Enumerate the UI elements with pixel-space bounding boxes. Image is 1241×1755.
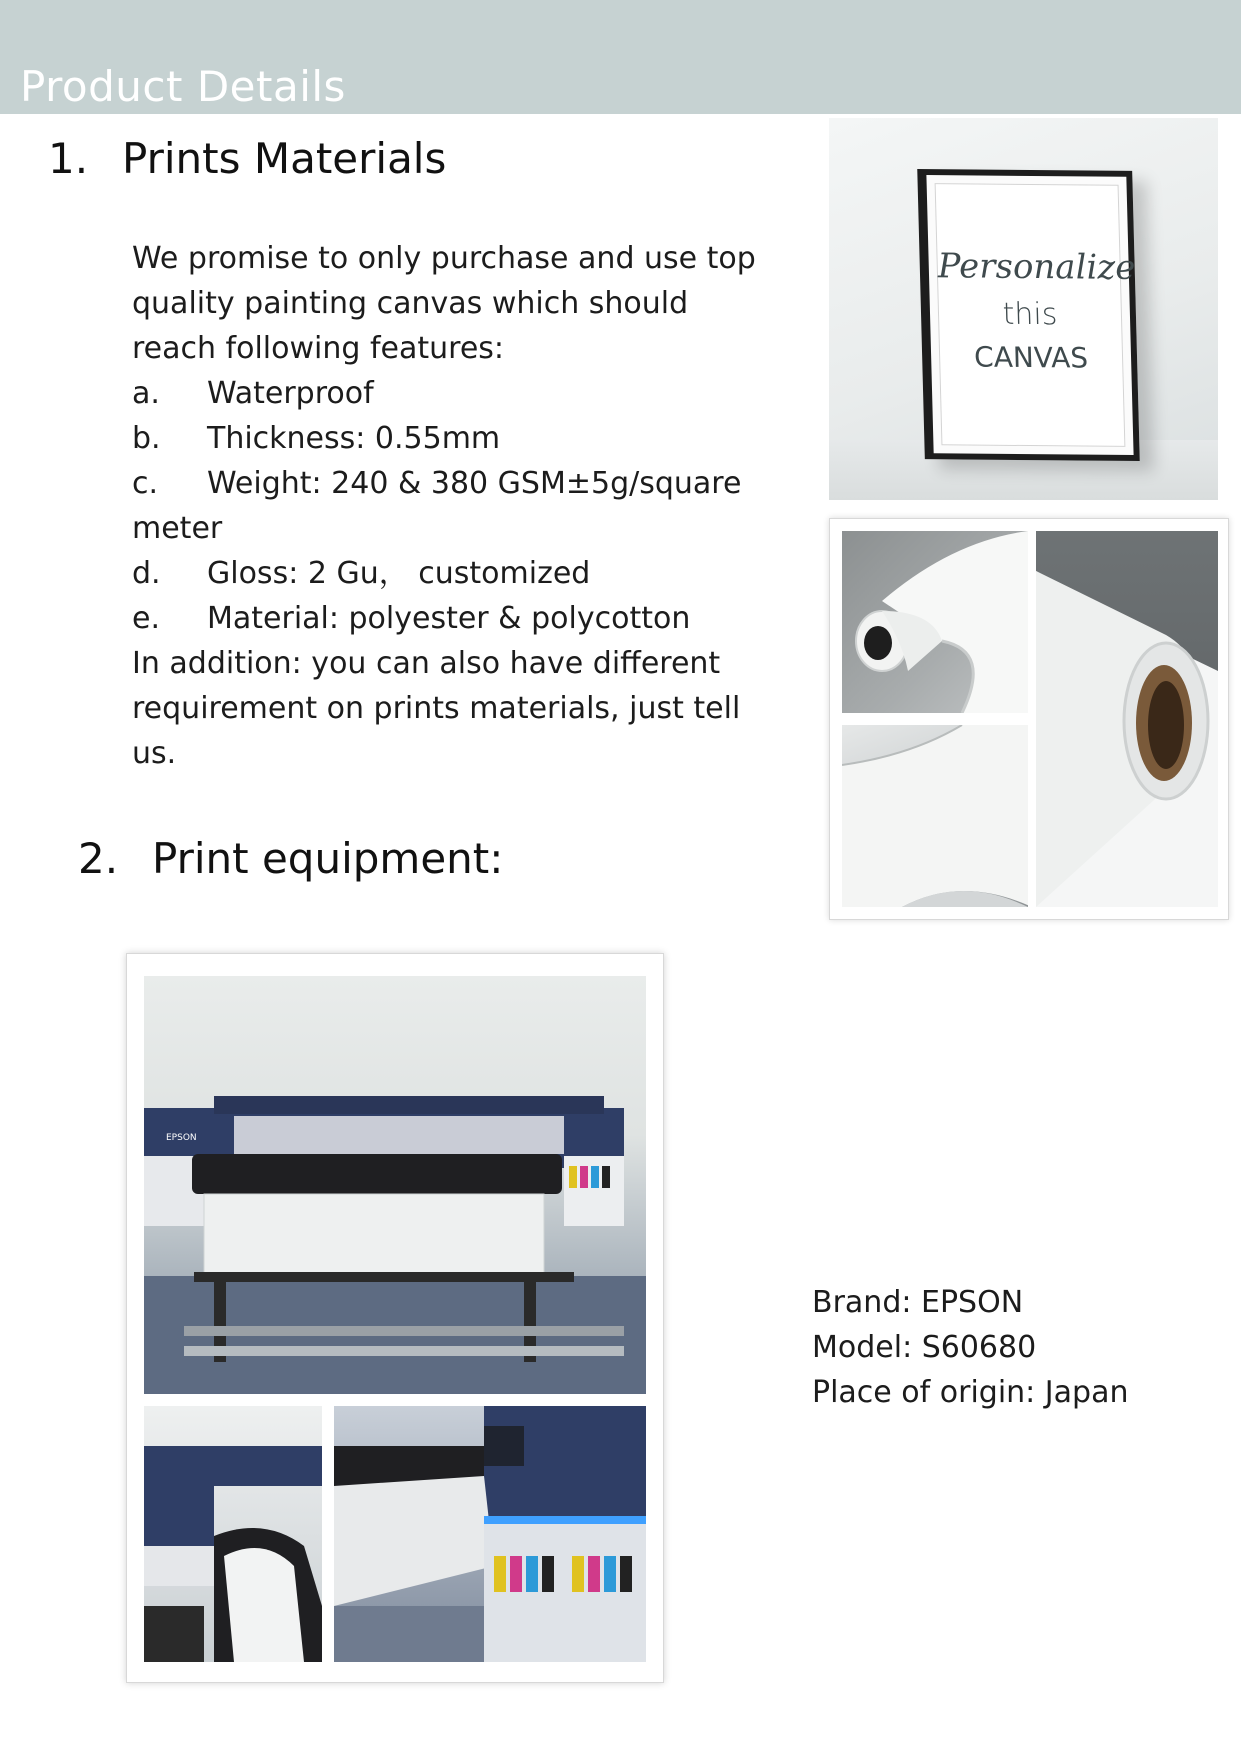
feature-text: Gloss: 2 Gu， customized — [207, 556, 591, 591]
section-heading-prints-materials — [48, 134, 446, 183]
spec-brand: Brand: EPSON — [812, 1285, 1024, 1320]
materials-description — [132, 236, 792, 776]
feature-item — [132, 416, 792, 461]
feature-marker: d. — [132, 556, 161, 591]
printer-specs — [812, 1280, 1128, 1415]
section-heading-print-equipment — [78, 834, 503, 883]
framed-canvas — [917, 169, 1140, 461]
intro-line: quality painting canvas which should — [132, 286, 689, 321]
section-title: Prints Materials — [122, 134, 447, 183]
feature-text: Weight: 240 & 380 GSM±5g/square — [207, 466, 742, 501]
spec-model: Model: S60680 — [812, 1330, 1037, 1365]
canvas-sheet-illustration — [842, 725, 1028, 907]
intro-line: reach following features: — [132, 331, 505, 366]
canvas-text-line: this — [1002, 296, 1058, 333]
intro-line: We promise to only purchase and use top — [132, 241, 756, 276]
feature-item — [132, 551, 792, 596]
section-number: 2. — [78, 834, 119, 883]
section-number: 1. — [48, 134, 89, 183]
feature-wrap-line: meter — [132, 511, 223, 546]
canvas-surface — [935, 183, 1136, 447]
feature-item — [132, 596, 792, 641]
feature-item — [132, 371, 792, 416]
feature-item — [132, 461, 792, 506]
canvas-text-line: Personalize — [937, 246, 1136, 288]
printer-ink-bay-photo — [334, 1406, 646, 1662]
canvas-text-line: CANVAS — [973, 340, 1089, 375]
header-bar — [0, 0, 1241, 114]
spec-origin: Place of origin: Japan — [812, 1375, 1129, 1410]
feature-text: Thickness: 0.55mm — [207, 421, 501, 456]
canvas-roll-closeup-illustration — [1036, 531, 1218, 907]
feature-text: Material: polyester & polycotton — [207, 601, 691, 636]
canvas-roll-photo — [842, 531, 1028, 713]
feature-text: Waterproof — [207, 376, 374, 411]
canvas-rolls-collage — [829, 518, 1229, 920]
page-title: Product Details — [20, 62, 346, 111]
printer-side-photo — [144, 1406, 322, 1662]
printer-illustration — [144, 976, 646, 1394]
outro-line: us. — [132, 736, 177, 771]
outro-line: requirement on prints materials, just tell — [132, 691, 741, 726]
feature-marker: c. — [132, 466, 159, 501]
printer-main-photo — [144, 976, 646, 1394]
outro-line: In addition: you can also have different — [132, 646, 721, 681]
printer-ink-bay-illustration — [334, 1406, 646, 1662]
feature-marker: b. — [132, 421, 161, 456]
feature-marker: a. — [132, 376, 160, 411]
printer-brand-mark: EPSON — [166, 1133, 197, 1143]
printer-photo-collage — [126, 953, 664, 1683]
printer-side-illustration — [144, 1406, 322, 1662]
canvas-roll-illustration — [842, 531, 1028, 713]
canvas-frame-photo — [829, 118, 1218, 500]
section-title: Print equipment: — [152, 834, 504, 883]
canvas-roll-closeup-photo — [1036, 531, 1218, 907]
canvas-sheet-photo — [842, 725, 1028, 907]
feature-marker: e. — [132, 601, 160, 636]
